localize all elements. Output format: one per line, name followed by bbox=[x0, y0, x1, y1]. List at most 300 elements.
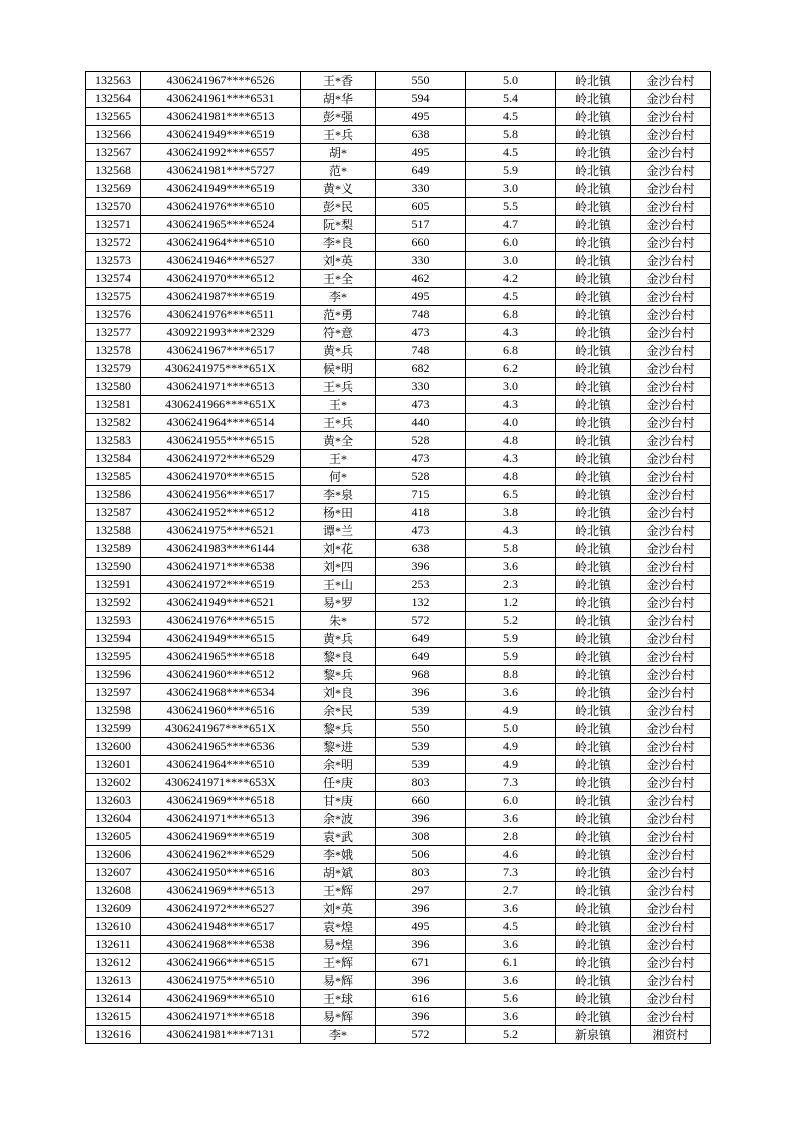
cell-village: 金沙台村 bbox=[631, 234, 711, 252]
cell-name: 李*良 bbox=[301, 234, 376, 252]
cell-area: 5.2 bbox=[466, 612, 556, 630]
cell-amount: 495 bbox=[376, 108, 466, 126]
cell-town: 岭北镇 bbox=[556, 756, 631, 774]
table-row bbox=[86, 774, 711, 792]
table-row bbox=[86, 198, 711, 216]
cell-name: 袁*煌 bbox=[301, 918, 376, 936]
cell-town: 岭北镇 bbox=[556, 108, 631, 126]
cell-id-card-number: 4306241975****651X bbox=[141, 360, 301, 378]
table-row bbox=[86, 936, 711, 954]
table-row bbox=[86, 630, 711, 648]
cell-name: 王*全 bbox=[301, 270, 376, 288]
cell-id-card-number: 4306241962****6529 bbox=[141, 846, 301, 864]
cell-serial-number: 132591 bbox=[86, 576, 141, 594]
cell-area: 5.4 bbox=[466, 90, 556, 108]
table-row bbox=[86, 414, 711, 432]
table-row bbox=[86, 810, 711, 828]
cell-name: 胡* bbox=[301, 144, 376, 162]
cell-town: 岭北镇 bbox=[556, 612, 631, 630]
table-row bbox=[86, 252, 711, 270]
cell-serial-number: 132603 bbox=[86, 792, 141, 810]
table-row bbox=[86, 612, 711, 630]
cell-id-card-number: 4306241967****6517 bbox=[141, 342, 301, 360]
cell-area: 5.8 bbox=[466, 126, 556, 144]
table-row bbox=[86, 234, 711, 252]
cell-town: 岭北镇 bbox=[556, 432, 631, 450]
table-row bbox=[86, 378, 711, 396]
table-row bbox=[86, 324, 711, 342]
table-row bbox=[86, 558, 711, 576]
cell-serial-number: 132577 bbox=[86, 324, 141, 342]
cell-serial-number: 132567 bbox=[86, 144, 141, 162]
cell-town: 岭北镇 bbox=[556, 648, 631, 666]
cell-village: 金沙台村 bbox=[631, 684, 711, 702]
cell-name: 候*明 bbox=[301, 360, 376, 378]
table-row bbox=[86, 900, 711, 918]
cell-town: 岭北镇 bbox=[556, 918, 631, 936]
cell-amount: 462 bbox=[376, 270, 466, 288]
table-row bbox=[86, 540, 711, 558]
cell-village: 金沙台村 bbox=[631, 774, 711, 792]
cell-area: 3.8 bbox=[466, 504, 556, 522]
cell-name: 李*泉 bbox=[301, 486, 376, 504]
table-row bbox=[86, 1008, 711, 1026]
cell-serial-number: 132611 bbox=[86, 936, 141, 954]
cell-area: 4.9 bbox=[466, 702, 556, 720]
cell-name: 王*辉 bbox=[301, 882, 376, 900]
cell-name: 王*兵 bbox=[301, 414, 376, 432]
cell-amount: 396 bbox=[376, 900, 466, 918]
cell-amount: 803 bbox=[376, 864, 466, 882]
cell-amount: 572 bbox=[376, 1026, 466, 1044]
cell-serial-number: 132576 bbox=[86, 306, 141, 324]
cell-town: 岭北镇 bbox=[556, 450, 631, 468]
cell-village: 金沙台村 bbox=[631, 720, 711, 738]
cell-id-card-number: 4306241950****6516 bbox=[141, 864, 301, 882]
cell-id-card-number: 4306241969****6519 bbox=[141, 828, 301, 846]
cell-village: 金沙台村 bbox=[631, 882, 711, 900]
cell-village: 金沙台村 bbox=[631, 846, 711, 864]
cell-name: 刘*良 bbox=[301, 684, 376, 702]
table-row bbox=[86, 846, 711, 864]
cell-village: 金沙台村 bbox=[631, 288, 711, 306]
cell-area: 6.0 bbox=[466, 792, 556, 810]
cell-id-card-number: 4306241965****6536 bbox=[141, 738, 301, 756]
cell-amount: 418 bbox=[376, 504, 466, 522]
cell-id-card-number: 4306241976****6515 bbox=[141, 612, 301, 630]
cell-area: 5.2 bbox=[466, 1026, 556, 1044]
cell-name: 余*民 bbox=[301, 702, 376, 720]
cell-name: 王*球 bbox=[301, 990, 376, 1008]
table-row bbox=[86, 756, 711, 774]
cell-name: 李* bbox=[301, 1026, 376, 1044]
cell-town: 岭北镇 bbox=[556, 936, 631, 954]
cell-village: 金沙台村 bbox=[631, 558, 711, 576]
cell-serial-number: 132574 bbox=[86, 270, 141, 288]
cell-amount: 132 bbox=[376, 594, 466, 612]
cell-name: 余*波 bbox=[301, 810, 376, 828]
cell-id-card-number: 4306241966****651X bbox=[141, 396, 301, 414]
cell-id-card-number: 4306241956****6517 bbox=[141, 486, 301, 504]
cell-id-card-number: 4306241971****653X bbox=[141, 774, 301, 792]
cell-area: 2.3 bbox=[466, 576, 556, 594]
cell-village: 金沙台村 bbox=[631, 432, 711, 450]
cell-amount: 649 bbox=[376, 162, 466, 180]
cell-town: 岭北镇 bbox=[556, 180, 631, 198]
cell-area: 5.9 bbox=[466, 648, 556, 666]
table-row bbox=[86, 468, 711, 486]
cell-village: 金沙台村 bbox=[631, 666, 711, 684]
table-row bbox=[86, 270, 711, 288]
cell-amount: 473 bbox=[376, 396, 466, 414]
cell-amount: 550 bbox=[376, 72, 466, 90]
cell-town: 岭北镇 bbox=[556, 972, 631, 990]
cell-town: 岭北镇 bbox=[556, 72, 631, 90]
cell-village: 金沙台村 bbox=[631, 162, 711, 180]
cell-area: 4.2 bbox=[466, 270, 556, 288]
cell-name: 王*山 bbox=[301, 576, 376, 594]
cell-serial-number: 132579 bbox=[86, 360, 141, 378]
cell-town: 岭北镇 bbox=[556, 594, 631, 612]
cell-id-card-number: 4306241965****6524 bbox=[141, 216, 301, 234]
cell-id-card-number: 4306241971****6513 bbox=[141, 810, 301, 828]
cell-serial-number: 132566 bbox=[86, 126, 141, 144]
cell-serial-number: 132604 bbox=[86, 810, 141, 828]
cell-serial-number: 132581 bbox=[86, 396, 141, 414]
cell-serial-number: 132563 bbox=[86, 72, 141, 90]
cell-area: 5.0 bbox=[466, 72, 556, 90]
cell-amount: 715 bbox=[376, 486, 466, 504]
table-row bbox=[86, 576, 711, 594]
cell-serial-number: 132596 bbox=[86, 666, 141, 684]
cell-id-card-number: 4306241970****6512 bbox=[141, 270, 301, 288]
cell-name: 袁*武 bbox=[301, 828, 376, 846]
cell-area: 6.2 bbox=[466, 360, 556, 378]
cell-name: 王*香 bbox=[301, 72, 376, 90]
cell-serial-number: 132593 bbox=[86, 612, 141, 630]
cell-serial-number: 132573 bbox=[86, 252, 141, 270]
cell-area: 5.9 bbox=[466, 630, 556, 648]
cell-town: 岭北镇 bbox=[556, 738, 631, 756]
cell-amount: 660 bbox=[376, 792, 466, 810]
cell-amount: 539 bbox=[376, 756, 466, 774]
cell-serial-number: 132610 bbox=[86, 918, 141, 936]
cell-town: 岭北镇 bbox=[556, 504, 631, 522]
table-row bbox=[86, 162, 711, 180]
cell-serial-number: 132568 bbox=[86, 162, 141, 180]
cell-town: 岭北镇 bbox=[556, 828, 631, 846]
cell-id-card-number: 4306241975****6521 bbox=[141, 522, 301, 540]
cell-town: 岭北镇 bbox=[556, 540, 631, 558]
cell-village: 金沙台村 bbox=[631, 612, 711, 630]
cell-serial-number: 132580 bbox=[86, 378, 141, 396]
cell-amount: 506 bbox=[376, 846, 466, 864]
cell-amount: 748 bbox=[376, 342, 466, 360]
table-row bbox=[86, 954, 711, 972]
cell-name: 刘*花 bbox=[301, 540, 376, 558]
table-row bbox=[86, 180, 711, 198]
cell-amount: 308 bbox=[376, 828, 466, 846]
cell-area: 4.7 bbox=[466, 216, 556, 234]
table-row bbox=[86, 504, 711, 522]
cell-village: 金沙台村 bbox=[631, 828, 711, 846]
cell-amount: 539 bbox=[376, 702, 466, 720]
cell-village: 金沙台村 bbox=[631, 414, 711, 432]
cell-town: 岭北镇 bbox=[556, 900, 631, 918]
cell-village: 金沙台村 bbox=[631, 756, 711, 774]
cell-id-card-number: 4306241975****6510 bbox=[141, 972, 301, 990]
cell-village: 金沙台村 bbox=[631, 648, 711, 666]
table-row bbox=[86, 792, 711, 810]
cell-town: 岭北镇 bbox=[556, 468, 631, 486]
cell-id-card-number: 4306241967****6526 bbox=[141, 72, 301, 90]
cell-area: 3.0 bbox=[466, 378, 556, 396]
cell-serial-number: 132583 bbox=[86, 432, 141, 450]
cell-area: 4.8 bbox=[466, 432, 556, 450]
cell-village: 金沙台村 bbox=[631, 72, 711, 90]
cell-amount: 539 bbox=[376, 738, 466, 756]
cell-village: 金沙台村 bbox=[631, 90, 711, 108]
table-row bbox=[86, 450, 711, 468]
cell-name: 易*罗 bbox=[301, 594, 376, 612]
table-row bbox=[86, 918, 711, 936]
cell-amount: 660 bbox=[376, 234, 466, 252]
cell-serial-number: 132565 bbox=[86, 108, 141, 126]
cell-amount: 330 bbox=[376, 252, 466, 270]
cell-name: 王*辉 bbox=[301, 954, 376, 972]
cell-name: 胡*斌 bbox=[301, 864, 376, 882]
cell-village: 金沙台村 bbox=[631, 738, 711, 756]
cell-village: 金沙台村 bbox=[631, 216, 711, 234]
cell-town: 岭北镇 bbox=[556, 144, 631, 162]
cell-village: 金沙台村 bbox=[631, 486, 711, 504]
cell-amount: 649 bbox=[376, 630, 466, 648]
cell-name: 黄*义 bbox=[301, 180, 376, 198]
cell-name: 范* bbox=[301, 162, 376, 180]
cell-town: 岭北镇 bbox=[556, 702, 631, 720]
cell-serial-number: 132613 bbox=[86, 972, 141, 990]
cell-town: 岭北镇 bbox=[556, 558, 631, 576]
cell-amount: 396 bbox=[376, 936, 466, 954]
table-row bbox=[86, 720, 711, 738]
cell-village: 金沙台村 bbox=[631, 540, 711, 558]
cell-town: 岭北镇 bbox=[556, 270, 631, 288]
cell-town: 岭北镇 bbox=[556, 1008, 631, 1026]
cell-area: 2.7 bbox=[466, 882, 556, 900]
cell-area: 3.6 bbox=[466, 900, 556, 918]
cell-serial-number: 132608 bbox=[86, 882, 141, 900]
cell-name: 易*辉 bbox=[301, 972, 376, 990]
cell-area: 4.3 bbox=[466, 324, 556, 342]
cell-serial-number: 132612 bbox=[86, 954, 141, 972]
cell-id-card-number: 4306241971****6513 bbox=[141, 378, 301, 396]
cell-village: 金沙台村 bbox=[631, 810, 711, 828]
cell-id-card-number: 4306241976****6511 bbox=[141, 306, 301, 324]
cell-town: 岭北镇 bbox=[556, 576, 631, 594]
cell-village: 金沙台村 bbox=[631, 306, 711, 324]
table-row bbox=[86, 486, 711, 504]
cell-area: 4.8 bbox=[466, 468, 556, 486]
cell-area: 5.9 bbox=[466, 162, 556, 180]
cell-amount: 616 bbox=[376, 990, 466, 1008]
cell-town: 岭北镇 bbox=[556, 486, 631, 504]
cell-serial-number: 132614 bbox=[86, 990, 141, 1008]
cell-id-card-number: 4306241961****6531 bbox=[141, 90, 301, 108]
cell-serial-number: 132602 bbox=[86, 774, 141, 792]
cell-town: 岭北镇 bbox=[556, 396, 631, 414]
table-row bbox=[86, 90, 711, 108]
cell-id-card-number: 4306241948****6517 bbox=[141, 918, 301, 936]
cell-area: 6.8 bbox=[466, 306, 556, 324]
cell-town: 岭北镇 bbox=[556, 630, 631, 648]
cell-area: 4.9 bbox=[466, 738, 556, 756]
cell-village: 金沙台村 bbox=[631, 918, 711, 936]
cell-serial-number: 132575 bbox=[86, 288, 141, 306]
cell-id-card-number: 4306241981****5727 bbox=[141, 162, 301, 180]
cell-serial-number: 132578 bbox=[86, 342, 141, 360]
cell-serial-number: 132582 bbox=[86, 414, 141, 432]
cell-area: 7.3 bbox=[466, 774, 556, 792]
cell-name: 任*庚 bbox=[301, 774, 376, 792]
cell-area: 3.6 bbox=[466, 558, 556, 576]
cell-town: 岭北镇 bbox=[556, 252, 631, 270]
cell-area: 5.0 bbox=[466, 720, 556, 738]
cell-amount: 495 bbox=[376, 918, 466, 936]
table-body bbox=[86, 72, 711, 1044]
cell-name: 余*明 bbox=[301, 756, 376, 774]
cell-amount: 396 bbox=[376, 684, 466, 702]
cell-name: 易*煌 bbox=[301, 936, 376, 954]
cell-serial-number: 132601 bbox=[86, 756, 141, 774]
cell-area: 3.0 bbox=[466, 180, 556, 198]
cell-amount: 968 bbox=[376, 666, 466, 684]
cell-town: 岭北镇 bbox=[556, 720, 631, 738]
cell-amount: 605 bbox=[376, 198, 466, 216]
cell-serial-number: 132599 bbox=[86, 720, 141, 738]
cell-id-card-number: 4306241981****7131 bbox=[141, 1026, 301, 1044]
table-row bbox=[86, 360, 711, 378]
cell-name: 易*辉 bbox=[301, 1008, 376, 1026]
cell-amount: 528 bbox=[376, 468, 466, 486]
table-row bbox=[86, 972, 711, 990]
cell-town: 岭北镇 bbox=[556, 684, 631, 702]
cell-serial-number: 132571 bbox=[86, 216, 141, 234]
cell-id-card-number: 4306241967****651X bbox=[141, 720, 301, 738]
table-row bbox=[86, 396, 711, 414]
cell-amount: 396 bbox=[376, 1008, 466, 1026]
cell-name: 李*娥 bbox=[301, 846, 376, 864]
cell-town: 岭北镇 bbox=[556, 90, 631, 108]
cell-town: 岭北镇 bbox=[556, 792, 631, 810]
cell-name: 黎*良 bbox=[301, 648, 376, 666]
table-row bbox=[86, 288, 711, 306]
cell-amount: 396 bbox=[376, 558, 466, 576]
cell-area: 1.2 bbox=[466, 594, 556, 612]
cell-name: 刘*四 bbox=[301, 558, 376, 576]
table-row bbox=[86, 306, 711, 324]
cell-name: 王* bbox=[301, 396, 376, 414]
cell-area: 4.5 bbox=[466, 288, 556, 306]
cell-name: 李* bbox=[301, 288, 376, 306]
cell-serial-number: 132584 bbox=[86, 450, 141, 468]
cell-town: 岭北镇 bbox=[556, 882, 631, 900]
cell-name: 黎*兵 bbox=[301, 666, 376, 684]
cell-village: 金沙台村 bbox=[631, 252, 711, 270]
cell-name: 胡*华 bbox=[301, 90, 376, 108]
cell-village: 金沙台村 bbox=[631, 378, 711, 396]
table-row bbox=[86, 666, 711, 684]
cell-village: 金沙台村 bbox=[631, 324, 711, 342]
table-row bbox=[86, 648, 711, 666]
cell-area: 4.3 bbox=[466, 522, 556, 540]
cell-area: 6.5 bbox=[466, 486, 556, 504]
cell-village: 金沙台村 bbox=[631, 972, 711, 990]
cell-village: 金沙台村 bbox=[631, 126, 711, 144]
cell-amount: 528 bbox=[376, 432, 466, 450]
cell-amount: 440 bbox=[376, 414, 466, 432]
cell-serial-number: 132616 bbox=[86, 1026, 141, 1044]
table-row bbox=[86, 144, 711, 162]
cell-village: 金沙台村 bbox=[631, 108, 711, 126]
cell-serial-number: 132590 bbox=[86, 558, 141, 576]
cell-area: 8.8 bbox=[466, 666, 556, 684]
cell-town: 岭北镇 bbox=[556, 810, 631, 828]
cell-serial-number: 132592 bbox=[86, 594, 141, 612]
table-row bbox=[86, 1026, 711, 1044]
cell-town: 岭北镇 bbox=[556, 864, 631, 882]
table-row bbox=[86, 738, 711, 756]
cell-name: 王*兵 bbox=[301, 378, 376, 396]
cell-village: 金沙台村 bbox=[631, 576, 711, 594]
cell-name: 黎*进 bbox=[301, 738, 376, 756]
cell-area: 4.5 bbox=[466, 144, 556, 162]
cell-id-card-number: 4306241968****6534 bbox=[141, 684, 301, 702]
cell-name: 黄*兵 bbox=[301, 342, 376, 360]
cell-village: 金沙台村 bbox=[631, 360, 711, 378]
cell-amount: 517 bbox=[376, 216, 466, 234]
table-row bbox=[86, 684, 711, 702]
cell-id-card-number: 4306241960****6516 bbox=[141, 702, 301, 720]
cell-serial-number: 132586 bbox=[86, 486, 141, 504]
cell-town: 岭北镇 bbox=[556, 216, 631, 234]
cell-id-card-number: 4306241987****6519 bbox=[141, 288, 301, 306]
cell-area: 5.5 bbox=[466, 198, 556, 216]
cell-serial-number: 132598 bbox=[86, 702, 141, 720]
cell-name: 彭*强 bbox=[301, 108, 376, 126]
cell-amount: 550 bbox=[376, 720, 466, 738]
cell-id-card-number: 4306241949****6519 bbox=[141, 180, 301, 198]
cell-town: 岭北镇 bbox=[556, 378, 631, 396]
cell-village: 金沙台村 bbox=[631, 594, 711, 612]
cell-name: 刘*英 bbox=[301, 900, 376, 918]
cell-amount: 649 bbox=[376, 648, 466, 666]
cell-area: 4.3 bbox=[466, 450, 556, 468]
cell-amount: 473 bbox=[376, 324, 466, 342]
cell-town: 岭北镇 bbox=[556, 990, 631, 1008]
cell-name: 朱* bbox=[301, 612, 376, 630]
cell-id-card-number: 4306241976****6510 bbox=[141, 198, 301, 216]
table-row bbox=[86, 108, 711, 126]
cell-id-card-number: 4306241949****6521 bbox=[141, 594, 301, 612]
table-row bbox=[86, 594, 711, 612]
cell-amount: 330 bbox=[376, 180, 466, 198]
cell-serial-number: 132587 bbox=[86, 504, 141, 522]
cell-serial-number: 132564 bbox=[86, 90, 141, 108]
cell-serial-number: 132589 bbox=[86, 540, 141, 558]
cell-serial-number: 132609 bbox=[86, 900, 141, 918]
cell-name: 王*兵 bbox=[301, 126, 376, 144]
cell-serial-number: 132600 bbox=[86, 738, 141, 756]
